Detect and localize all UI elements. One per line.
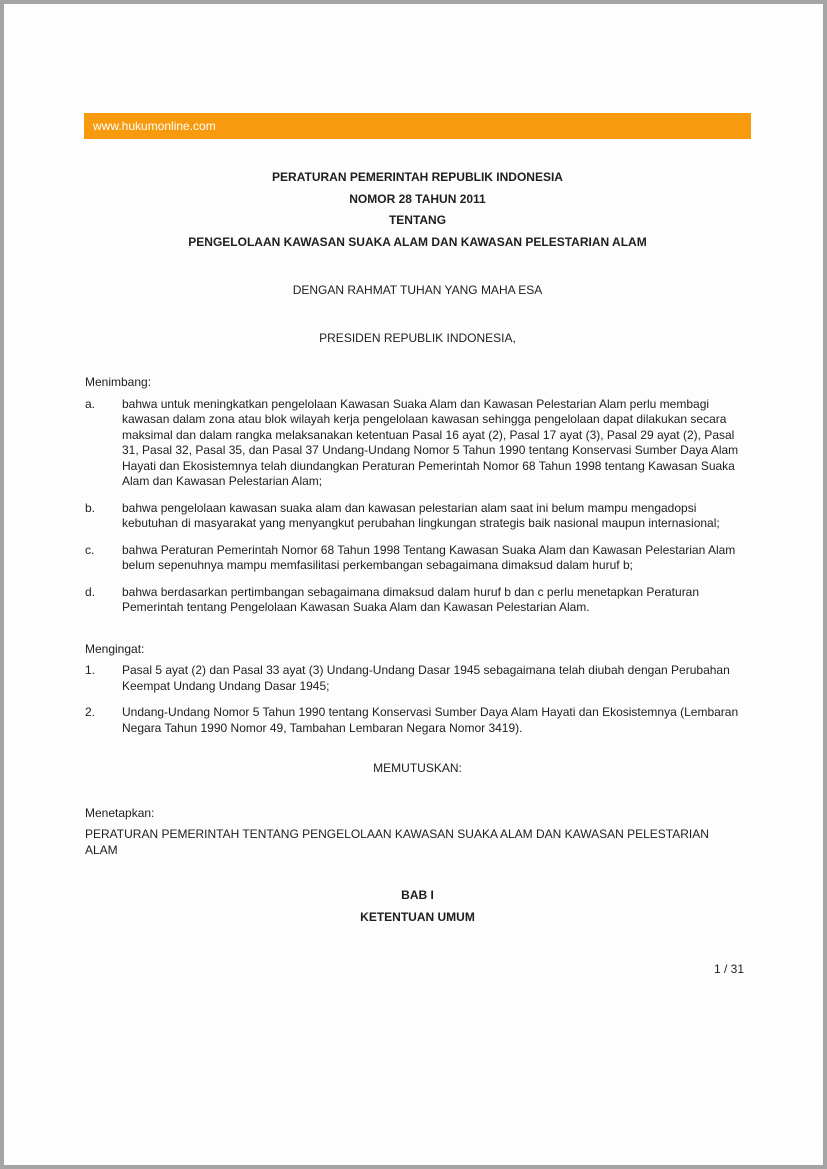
chapter-number: BAB I: [401, 888, 434, 902]
document-body: [4, 167, 823, 978]
chapter-heading: [85, 885, 750, 928]
title-line-tentang: TENTANG: [388, 213, 447, 227]
website-banner: [84, 113, 751, 139]
item-marker: a.: [85, 396, 96, 411]
recalling-item: [85, 705, 750, 736]
considering-label: Menimbang:: [85, 375, 152, 389]
item-marker: 2.: [85, 705, 96, 719]
item-marker: d.: [85, 584, 96, 599]
page-number: 1 / 31: [713, 962, 744, 976]
item-marker: 1.: [85, 663, 96, 677]
considering-list: [85, 397, 750, 616]
considering-item: [85, 585, 750, 616]
chapter-title: KETENTUAN UMUM: [360, 909, 475, 924]
title-line-regulation: PERATURAN PEMERINTAH REPUBLIK INDONESIA: [272, 170, 563, 184]
item-text: bahwa pengelolaan kawasan suaka alam dan kawasan pelestarian alam saat ini belum mampu mengadopsi kebutuhan di masyarakat yang menyangkut perubahan lingkungan strategis baik nasional maupun internasional;: [122, 500, 720, 530]
enacting-text: PERATURAN PEMERINTAH TENTANG PENGELOLAAN KAWASAN SUAKA ALAM DAN KAWASAN PELESTARIAN ALAM: [85, 827, 709, 857]
title-line-subject: PENGELOLAAN KAWASAN SUAKA ALAM DAN KAWASAN PELESTARIAN ALAM: [188, 234, 647, 249]
item-text: bahwa berdasarkan pertimbangan sebagaimana dimaksud dalam huruf b dan c perlu menetapkan Peraturan Pemerintah tentang Pengelolaan Kawasan Suaka Alam dan Kawasan Pelestarian Alam.: [122, 584, 700, 614]
considering-item: [85, 543, 750, 574]
considering-item: [85, 397, 750, 490]
item-text: Undang-Undang Nomor 5 Tahun 1990 tentang Konservasi Sumber Daya Alam Hayati dan Ekosistemnya (Lembaran Negara Tahun 1990 Nomor 49, Tambahan Lembaran Negara Nomor 3419).: [122, 705, 739, 735]
invocation-line: DENGAN RAHMAT TUHAN YANG MAHA ESA: [292, 283, 543, 297]
enacting-label: Menetapkan:: [85, 805, 155, 820]
recalling-list: [85, 663, 750, 736]
item-text: bahwa untuk meningkatkan pengelolaan Kawasan Suaka Alam dan Kawasan Pelestarian Alam perlu membagi kawasan dalam zona atau blok wilayah kerja pengelolaan kawasan sehingga pengelolaan dapat dilakukan secara maksimal dan dalam rangka melaksanakan ketentuan Pasal 16 ayat (2), Pasal 17 ayat (3), Pasal 29 ayat (2), Pasal 31, Pasal 32, Pasal 35, dan Pasal 37 Undang-Undang Nomor 5 Tahun 1990 tentang Konservasi Sumber Daya Alam Hayati dan Ekosistemnya telah diundangkan Peraturan Pemerintah Nomor 68 Tahun 1998 tentang Kawasan Suaka Alam dan Kawasan Pelestarian Alam;: [122, 396, 739, 488]
document-title-block: [85, 167, 750, 253]
item-text: bahwa Peraturan Pemerintah Nomor 68 Tahun 1998 Tentang Kawasan Suaka Alam dan Kawasan Pelestarian Alam belum sepenuhnya mampu memfasilitasi perkembangan sebagaimana dimaksud dalam huruf b;: [122, 542, 736, 572]
authority-line: PRESIDEN REPUBLIK INDONESIA,: [319, 330, 516, 345]
decision-line: MEMUTUSKAN:: [373, 761, 462, 775]
considering-item: [85, 501, 750, 532]
website-url: www.hukumonline.com: [93, 119, 216, 133]
item-text: Pasal 5 ayat (2) dan Pasal 33 ayat (3) Undang-Undang Dasar 1945 sebagaimana telah diubah dengan Perubahan Keempat Undang Undang Dasar 1945;: [122, 663, 730, 693]
recalling-label: Mengingat:: [85, 641, 145, 656]
item-marker: c.: [85, 542, 95, 557]
item-marker: b.: [85, 500, 96, 515]
title-line-number: NOMOR 28 TAHUN 2011: [349, 191, 486, 206]
recalling-item: [85, 663, 750, 694]
